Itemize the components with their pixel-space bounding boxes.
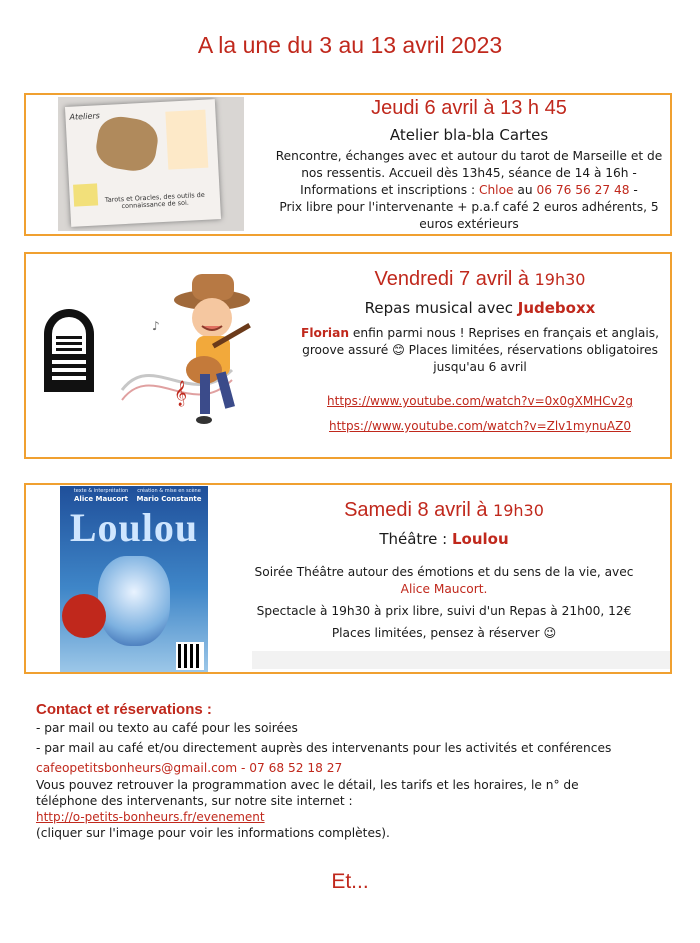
poster-left-name: Alice Maucort bbox=[74, 495, 128, 503]
jukebox-icon bbox=[38, 304, 100, 394]
event2-date: Vendredi 7 avril à 19h30 bbox=[374, 268, 586, 290]
youtube-link-2[interactable]: https://www.youtube.com/watch?v=Zlv1mynuAZ0 bbox=[329, 419, 631, 433]
event1-date: Jeudi 6 avril à 13 h 45 bbox=[371, 97, 567, 119]
contact-line5: (cliquer sur l'image pour voir les informations complètes). bbox=[36, 826, 390, 840]
contact-line3: Vous pouvez retrouver la programmation avec le détail, les tarifs et les horaires, le n° de bbox=[36, 778, 579, 792]
page-title: A la une du 3 au 13 avril 2023 bbox=[197, 32, 503, 58]
contact-line4: téléphone des intervenants, sur notre site internet : bbox=[36, 794, 353, 808]
flyer-side-card bbox=[165, 110, 208, 170]
event-card-repas-musical bbox=[24, 252, 672, 459]
event3-title: Théâtre : Loulou bbox=[379, 530, 509, 548]
wink-icon: 😉 bbox=[543, 626, 557, 640]
atelier-flyer-image[interactable] bbox=[58, 97, 244, 231]
event2-line3: jusqu'au 6 avril bbox=[433, 360, 527, 374]
event1-line3: Informations et inscriptions : Chloe au 06 76 56 27 48 - bbox=[300, 183, 638, 197]
smiley-icon: 😊 bbox=[392, 343, 405, 357]
poster-qr-code bbox=[178, 644, 202, 668]
event3-line3: Places limitées, pensez à réserver 😉 bbox=[331, 626, 557, 640]
contact-section bbox=[36, 701, 676, 841]
event1-title: Atelier bla-bla Cartes bbox=[389, 126, 549, 144]
grey-bar bbox=[252, 651, 670, 669]
event2-line2: groove assuré 😊 Places limitées, réservations obligatoires bbox=[302, 343, 658, 357]
poster-right-head: création & mise en scène bbox=[137, 488, 201, 494]
musician-illustration bbox=[112, 270, 282, 440]
svg-text:𝄞: 𝄞 bbox=[174, 381, 188, 406]
poster-sticker bbox=[62, 594, 106, 638]
contact-url[interactable]: http://o-petits-bonheurs.fr/evenement bbox=[36, 810, 265, 824]
loulou-poster-image[interactable] bbox=[60, 486, 208, 672]
poster-right-name: Mario Constante bbox=[136, 495, 202, 503]
youtube-link-1[interactable]: https://www.youtube.com/watch?v=0x0gXMHCv2g bbox=[327, 394, 633, 408]
contact-phone: - 07 68 52 18 27 bbox=[237, 761, 343, 775]
event3-date: Samedi 8 avril à 19h30 bbox=[344, 499, 544, 521]
event-card-theatre bbox=[24, 483, 672, 674]
event1-line2: nos ressentis. Accueil dès 13h45, séance de 14 à 16h - bbox=[301, 166, 637, 180]
event3-performer: Alice Maucort. bbox=[400, 582, 488, 596]
contact-email[interactable]: cafeopetitsbonheurs@gmail.com bbox=[36, 761, 238, 775]
event-card-atelier bbox=[24, 93, 672, 236]
contact-line2: - par mail au café et/ou directement auprès des intervenants pour les activités et conférences bbox=[36, 741, 612, 755]
event2-line1: Florian enfin parmi nous ! Reprises en français et anglais, bbox=[301, 326, 659, 340]
flyer-cards-image bbox=[93, 113, 160, 174]
footer-et: Et... bbox=[331, 870, 369, 893]
flyer-banner: Ateliers bbox=[69, 111, 101, 122]
poster-title: Loulou bbox=[69, 505, 199, 550]
event1-line4: Prix libre pour l'intervenante + p.a.f café 2 euros adhérents, 5 bbox=[279, 200, 659, 214]
contact-email-line bbox=[36, 759, 676, 777]
contact-title: Contact et réservations : bbox=[36, 701, 212, 718]
flyer-left-note bbox=[73, 183, 98, 206]
poster-face bbox=[98, 556, 170, 646]
contact-line1: - par mail ou texto au café pour les soirées bbox=[36, 721, 298, 735]
poster-left-head: texte & interprétation bbox=[73, 488, 129, 494]
event3-line1: Soirée Théâtre autour des émotions et du sens de la vie, avec bbox=[254, 565, 634, 579]
svg-text:♪: ♪ bbox=[152, 319, 160, 333]
flyer-caption: Tarots et Oracles, des outils de connaissance de soi. bbox=[104, 190, 206, 211]
event2-title: Repas musical avec Judeboxx bbox=[364, 299, 596, 317]
event1-line5: euros extérieurs bbox=[419, 217, 519, 231]
contact-name: Chloe bbox=[478, 183, 514, 197]
event3-line2: Spectacle à 19h30 à prix libre, suivi d'un Repas à 21h00, 12€ bbox=[256, 604, 632, 618]
event1-line1: Rencontre, échanges avec et autour du tarot de Marseille et de bbox=[275, 149, 663, 163]
contact-phone: 06 76 56 27 48 bbox=[536, 183, 630, 197]
